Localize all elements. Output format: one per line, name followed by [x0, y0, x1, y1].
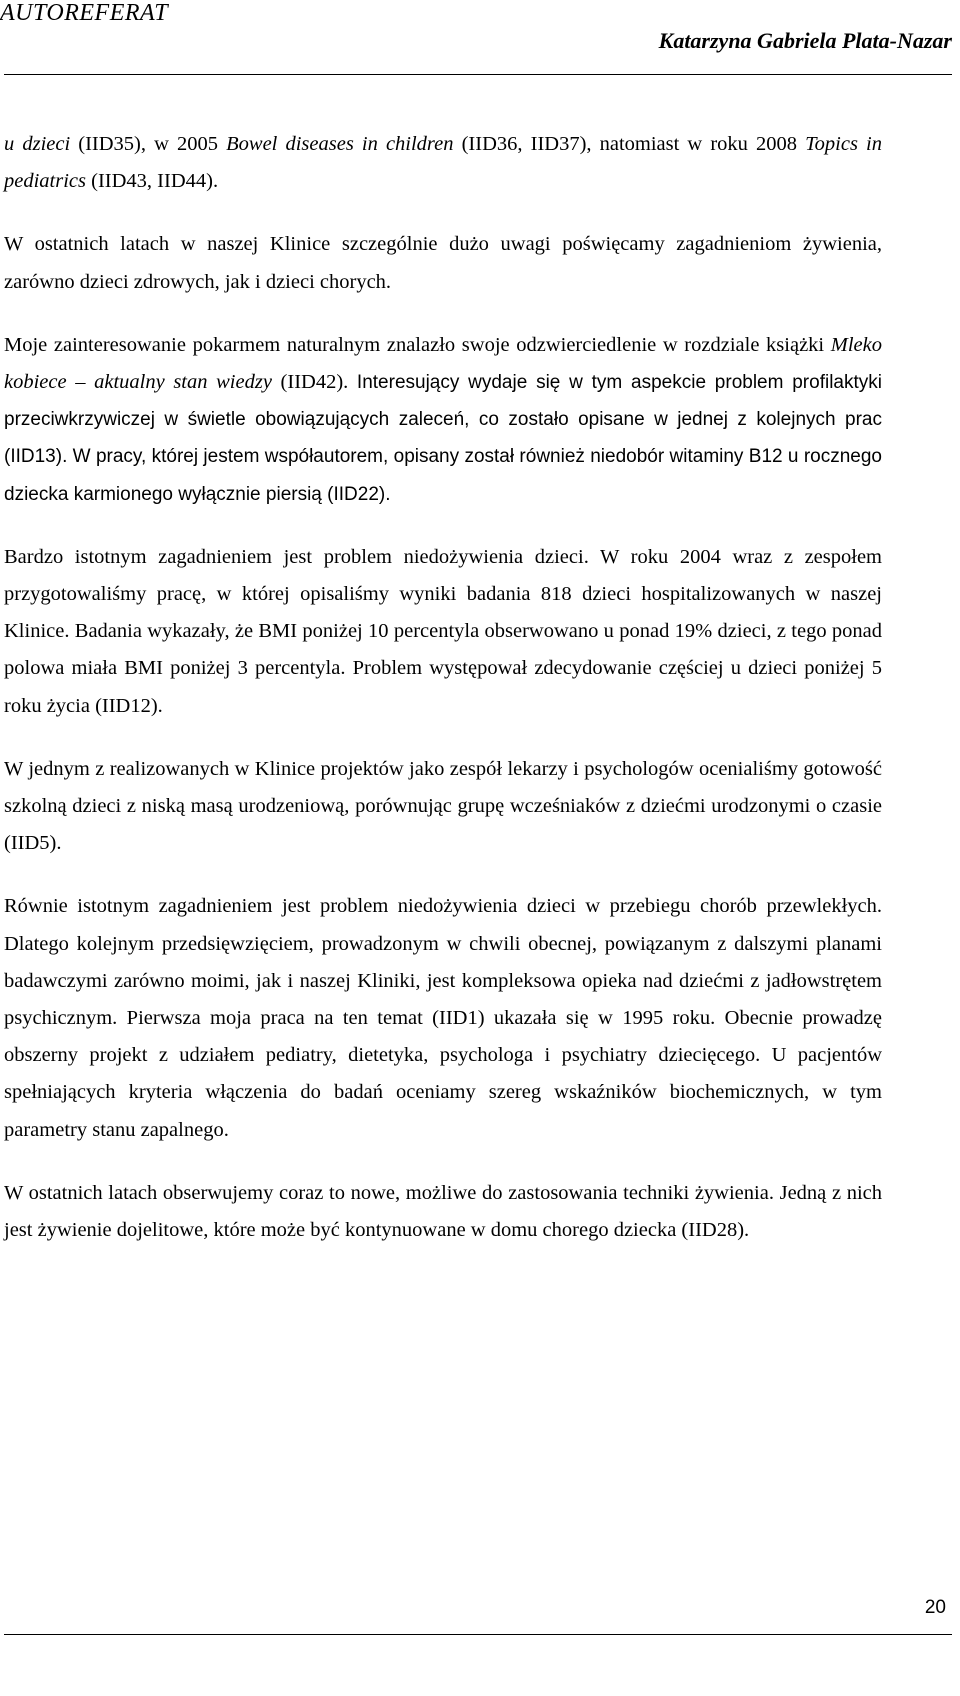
text-span: (IID43, IID44).	[86, 170, 219, 193]
header-title: AUTOREFERAT	[0, 0, 169, 26]
footer-divider	[4, 1634, 952, 1635]
page-number: 20	[924, 1597, 946, 1618]
text-span: Równie istotnym zagadnieniem jest problem niedożywienia dzieci w przebiegu chorób przewlekłych. Dlatego kolejnym przedsięwzięciem, prowadzonym w chwili obecnej, powiązanym z dalszymi planami badawczymi zarówno moimi, jak i naszej Kliniki, jest kompleksowa opieka nad dziećmi z jadłowstrętem psychicznym. Pierwsza moja praca na ten temat (IID1) ukazała się w 1995 roku. Obecnie prowadzę obszerny projekt z udziałem pediatry, dietetyka, psychologa i psychiatry dziecięcego. U pacjentów spełniających kryteria włączenia do badań oceniamy szereg wskaźników biochemicznych, w tym parametry stanu zapalnego.	[4, 895, 882, 1141]
text-span: Bardzo istotnym zagadnieniem jest problem niedożywienia dzieci. W roku 2004 wraz z zespołem przygotowaliśmy pracę, w której opisaliśmy wyniki badania 818 dzieci hospitalizowanych w naszej Klinice. Badania wykazały, że BMI poniżej 10 percentyla obserwowano u ponad 19% dzieci, z tego ponad polowa miała BMI poniżej 3 percentyla. Problem występował zdecydowanie częściej u dzieci poniżej 5 roku życia (IID12).	[4, 545, 882, 717]
document-body	[4, 126, 882, 1249]
text-span: (IID35), w 2005	[70, 133, 227, 155]
paragraph-p1	[4, 126, 882, 200]
paragraph-p2	[4, 226, 882, 300]
text-span: Interesujący wydaje się w tym aspekcie problem profilaktyki przeciwkrzywiczej w świetle obowiązujących zaleceń, co zostało opisane w jednej z kolejnych prac (IID13). W pracy, której jestem współautorem, opisany został również niedobór witaminy B12 u rocznego dziecka karmionego wyłącznie piersią (IID22).	[4, 372, 882, 505]
header-divider	[4, 74, 952, 75]
italic-title: Mleko kobiece – aktualny stan wiedzy	[4, 333, 882, 394]
header-author: Katarzyna Gabriela Plata-Nazar	[658, 28, 952, 53]
paragraph-p5	[4, 751, 882, 863]
italic-title: u dzieci	[4, 133, 71, 155]
text-span: W ostatnich latach obserwujemy coraz to nowe, możliwe do zastosowania techniki żywienia. Jedną z nich jest żywienie dojelitowe, które może być kontynuowane w domu chorego dziecka (IID28).	[4, 1181, 882, 1242]
text-span: (IID42).	[271, 371, 357, 394]
paragraph-p4	[4, 539, 882, 725]
text-span: Moje zainteresowanie pokarmem naturalnym znalazło swoje odzwierciedlenie w rozdziale książki	[4, 333, 831, 356]
text-span: W ostatnich latach w naszej Klinice szczególnie dużo uwagi poświęcamy zagadnieniom żywienia, zarówno dzieci zdrowych, jak i dzieci chorych.	[4, 233, 882, 293]
italic-title: Topics in pediatrics	[4, 133, 882, 193]
italic-title: Bowel diseases in children	[226, 133, 454, 155]
paragraph-p6	[4, 888, 882, 1148]
paragraph-p3	[4, 327, 882, 513]
text-span: (IID36, IID37), natomiast w roku 2008	[453, 133, 806, 155]
text-span: W jednym z realizowanych w Klinice projektów jako zespół lekarzy i psychologów ocenialiśmy gotowość szkolną dzieci z niską masą urodzeniową, porównując grupę wcześniaków z dziećmi urodzonymi o czasie (IID5).	[4, 757, 882, 855]
paragraph-p7	[4, 1175, 882, 1249]
